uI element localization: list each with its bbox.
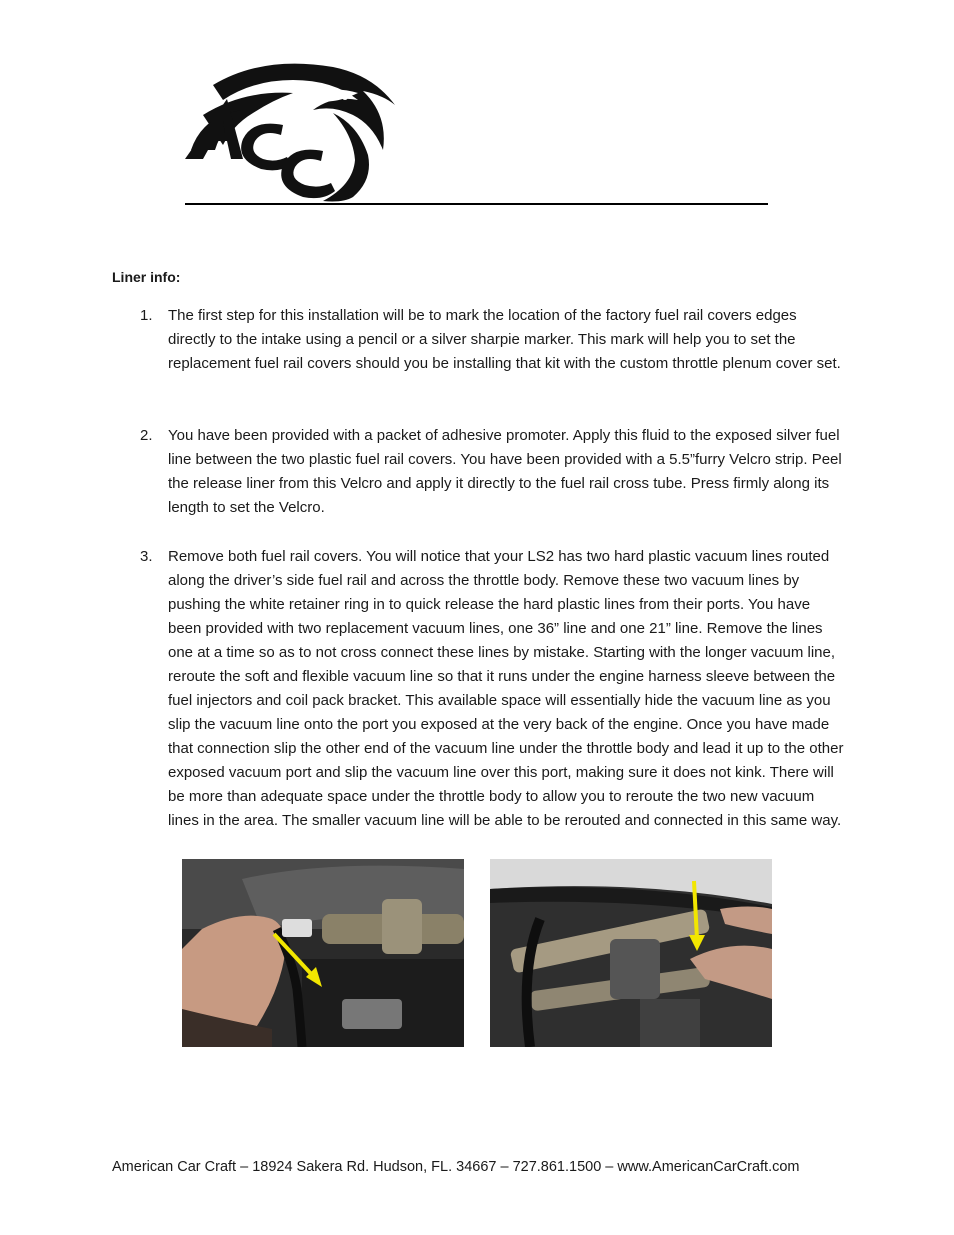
step-2 xyxy=(112,424,844,520)
step-number: 2. xyxy=(140,427,153,444)
company-logo xyxy=(183,55,405,203)
step-3 xyxy=(112,545,844,833)
header-divider xyxy=(185,203,768,205)
engine-vacuum-line-photo xyxy=(182,859,464,1047)
step-number: 3. xyxy=(140,548,153,565)
step-text: You have been provided with a packet of adhesive promoter. Apply this fluid to the exposed silver fuel line between the two plastic fuel rail covers. You have been provided with a 5.5”furry Velcro strip. Peel the release liner from this Velcro and apply it directly to the fuel rail cross tube. Press firmly along its length to set the Velcro. xyxy=(168,427,842,516)
step-text: The first step for this installation will be to mark the location of the factory fuel rail covers edges directly to the intake using a pencil or a silver sharpie marker. This mark will help you to set the replacement fuel rail covers should you be installing that kit with the custom throttle plenum cover set. xyxy=(168,307,841,372)
photo-left xyxy=(182,859,464,1047)
step-1 xyxy=(112,304,844,376)
footer-contact: American Car Craft – 18924 Sakera Rd. Hudson, FL. 34667 – 727.861.1500 – www.AmericanCarCraft.com xyxy=(112,1159,800,1175)
eagle-head-logo-icon xyxy=(183,55,405,203)
step-number: 1. xyxy=(140,307,153,324)
photo-right xyxy=(490,859,772,1047)
engine-fuel-rail-photo xyxy=(490,859,772,1047)
step-text: Remove both fuel rail covers. You will notice that your LS2 has two hard plastic vacuum lines routed along the driver’s side fuel rail and across the throttle body. Remove these two vacuum lines by pushing the white retainer ring in to quick release the hard plastic lines from their ports. You have been provided with two replacement vacuum lines, one 36” line and one 21” line. Remove the lines one at a time so as to not cross connect these lines by mistake. Starting with the longer vacuum line, reroute the soft and flexible vacuum line so that it runs under the engine harness sleeve between the fuel injectors and coil pack bracket. This available space will essentially hide the vacuum line as you slip the vacuum line onto the port you exposed at the very back of the engine. Once you have made that connection slip the other end of the vacuum line under the throttle body and lead it up to the other exposed vacuum port and slip the vacuum line over this port, making sure it does not kink. There will be more than adequate space under the throttle body to allow you to reroute the two new vacuum lines in the area. The smaller vacuum line will be able to be rerouted and connected in this same way. xyxy=(168,548,844,829)
section-heading: Liner info: xyxy=(112,269,181,285)
